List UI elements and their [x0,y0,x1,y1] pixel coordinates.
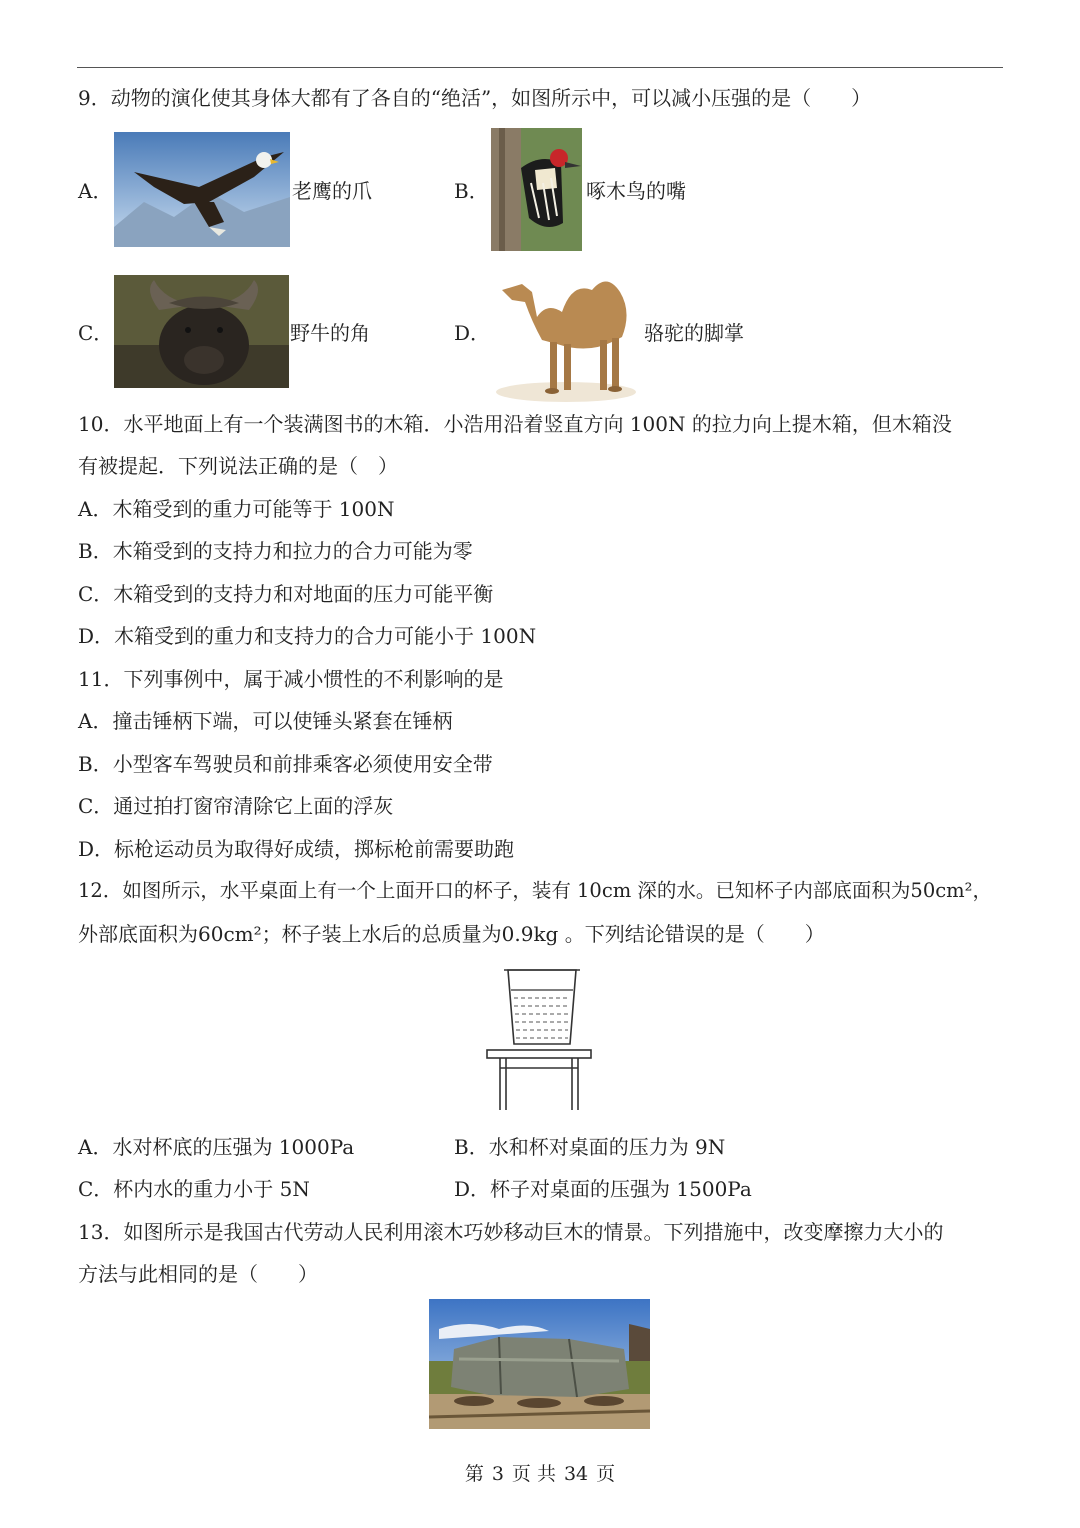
q9-option-b-caption: 啄木鸟的嘴 [586,179,686,203]
q12-stem-line2: 外部底面积为60cm²；杯子装上水后的总质量为0.9kg 。下列结论错误的是（ ） [78,922,825,946]
q11-option-d: D．标枪运动员为取得好成绩，掷标枪前需要助跑 [78,837,515,861]
q13-stem-line1: 13．如图所示是我国古代劳动人民利用滚木巧妙移动巨木的情景。下列措施中，改变摩擦力大小的 [78,1220,944,1244]
q9-option-a-letter: A． [78,179,113,203]
q9-option-b-letter: B． [454,179,489,203]
q9-option-d-caption: 骆驼的脚掌 [644,321,744,345]
q12-option-c: C．杯内水的重力小于 5N [78,1177,310,1201]
q9-option-c-letter: C． [78,321,114,345]
q9-option-c-caption: 野牛的角 [290,321,370,345]
q9-option-a-caption: 老鹰的爪 [292,179,372,203]
header-rule [77,67,1003,68]
cup-on-table-diagram [484,964,596,1114]
footer-prefix: 第 [464,1463,484,1485]
q12-option-d: D．杯子对桌面的压强为 1500Pa [454,1177,752,1201]
q10-option-a: A．木箱受到的重力可能等于 100N [78,497,395,521]
q10-stem-line2: 有被提起．下列说法正确的是（ ） [78,454,398,478]
eagle-photo [114,132,290,247]
q12-option-b: B．水和杯对桌面的压力为 9N [454,1135,726,1159]
q12-stem-line1: 12．如图所示，水平桌面上有一个上面开口的杯子，装有 10cm 深的水。已知杯子内部底面积为50cm²， [78,879,992,902]
q12-option-a: A．水对杯底的压强为 1000Pa [78,1135,355,1159]
footer-suffix: 页 [596,1463,616,1485]
q10-option-c: C．木箱受到的支持力和对地面的压力可能平衡 [78,582,494,606]
q10-option-b: B．木箱受到的支持力和拉力的合力可能为零 [78,539,473,563]
camel-photo [492,262,640,402]
q11-stem: 11．下列事例中，属于减小惯性的不利影响的是 [78,667,504,691]
q10-stem-line1: 10．水平地面上有一个装满图书的木箱．小浩用沿着竖直方向 100N 的拉力向上提木箱，但木箱没 [78,412,952,436]
page-footer [0,1460,1080,1488]
buffalo-photo [114,275,289,388]
q10-option-d: D．木箱受到的重力和支持力的合力可能小于 100N [78,624,537,648]
woodpecker-photo [491,128,582,251]
q11-option-a: A．撞击锤柄下端，可以使锤头紧套在锤柄 [78,709,453,733]
q9-stem: 9．动物的演化使其身体大都有了各自的“绝活”，如图所示中，可以减小压强的是（ ） [78,86,872,110]
footer-total-pages: 34 [563,1463,589,1485]
footer-middle: 页 共 [511,1463,556,1485]
q13-stem-line2: 方法与此相同的是（ ） [78,1262,318,1286]
q9-option-d-letter: D． [454,321,491,345]
q11-option-b: B．小型客车驾驶员和前排乘客必须使用安全带 [78,752,493,776]
q11-option-c: C．通过拍打窗帘清除它上面的浮灰 [78,794,394,818]
footer-page-number: 3 [491,1463,504,1485]
rolling-logs-photo [429,1299,650,1429]
